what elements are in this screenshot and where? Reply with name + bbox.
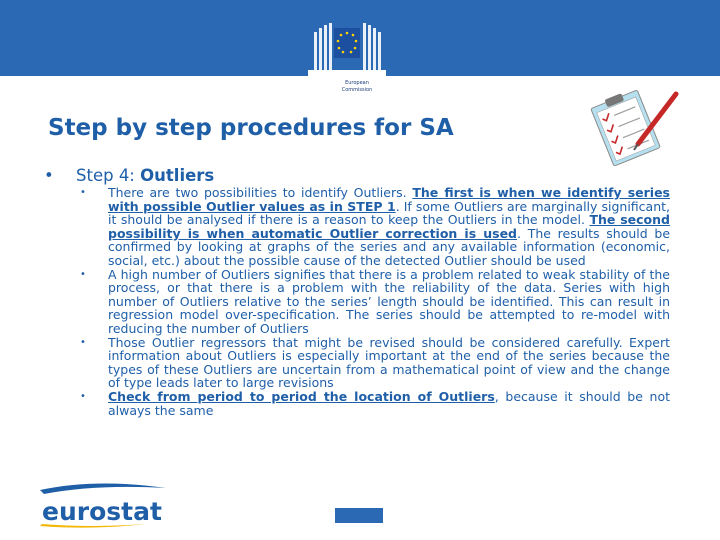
list-item-text <box>108 336 670 390</box>
list-item <box>80 336 670 390</box>
list-bullet: • <box>80 390 86 402</box>
text-segment: . The results should be confirmed by looking at graphs of the series and any available information (economic, social, etc.) about the possible cause of the detected Outlier should be used <box>108 225 671 268</box>
list-item <box>80 186 670 268</box>
slide-title: Step by step procedures for SA <box>48 115 454 141</box>
list-bullet: • <box>80 268 86 280</box>
step-prefix: Step 4: <box>76 166 141 185</box>
text-segment: Those Outlier regressors that might be revised should be considered carefully. Expert information about Outliers is especially important at the end of the series because the types of these Outliers are uncertain from a mathematical point of view and the change of type leads later to large revisions <box>108 334 670 391</box>
footer-bar <box>335 508 383 523</box>
text-segment: . If some Outliers are marginally significant, it should be analysed if there is a reason to keep the Outliers in the model. <box>108 198 671 228</box>
list-item-text <box>108 186 670 268</box>
text-segment: There are two possibilities to identify Outliers. <box>108 185 413 200</box>
eurostat-logo-text: eurostat <box>42 497 162 526</box>
list-item <box>80 390 670 417</box>
step-label <box>76 166 214 185</box>
list-item <box>80 268 670 336</box>
list-bullet: • <box>80 187 86 198</box>
list-item-text <box>108 390 670 417</box>
emphasized-text: The first is when we identify series with possible Outlier values as in STEP 1 <box>108 185 670 214</box>
clipboard-checklist-icon <box>578 86 688 166</box>
eurostat-logo <box>36 482 171 530</box>
list-bullet: • <box>80 336 86 348</box>
bullet-list <box>80 186 670 417</box>
step-bullet: • <box>44 166 54 185</box>
emphasized-text: The second possibility is when automatic Outlier correction is used <box>108 212 670 241</box>
commission-label-line1: European <box>345 80 369 86</box>
text-segment: , because it should be not always the same <box>108 388 670 418</box>
emphasized-text: Check from period to period the location of Outliers <box>108 388 495 404</box>
text-segment: A high number of Outliers signifies that there is a problem related to weak stability of the process, or that there is a problem with the reliability of the data. Series with high number of Outliers relative to the series’ length should be identified. This can result in regression model over-specification. The series should be attempted to re-model with reducing the number of Outliers <box>108 266 670 336</box>
list-item-text <box>108 268 670 336</box>
commission-label-line2: Commission <box>341 87 373 93</box>
step-name: Outliers <box>140 166 215 185</box>
commission-label <box>332 76 382 100</box>
